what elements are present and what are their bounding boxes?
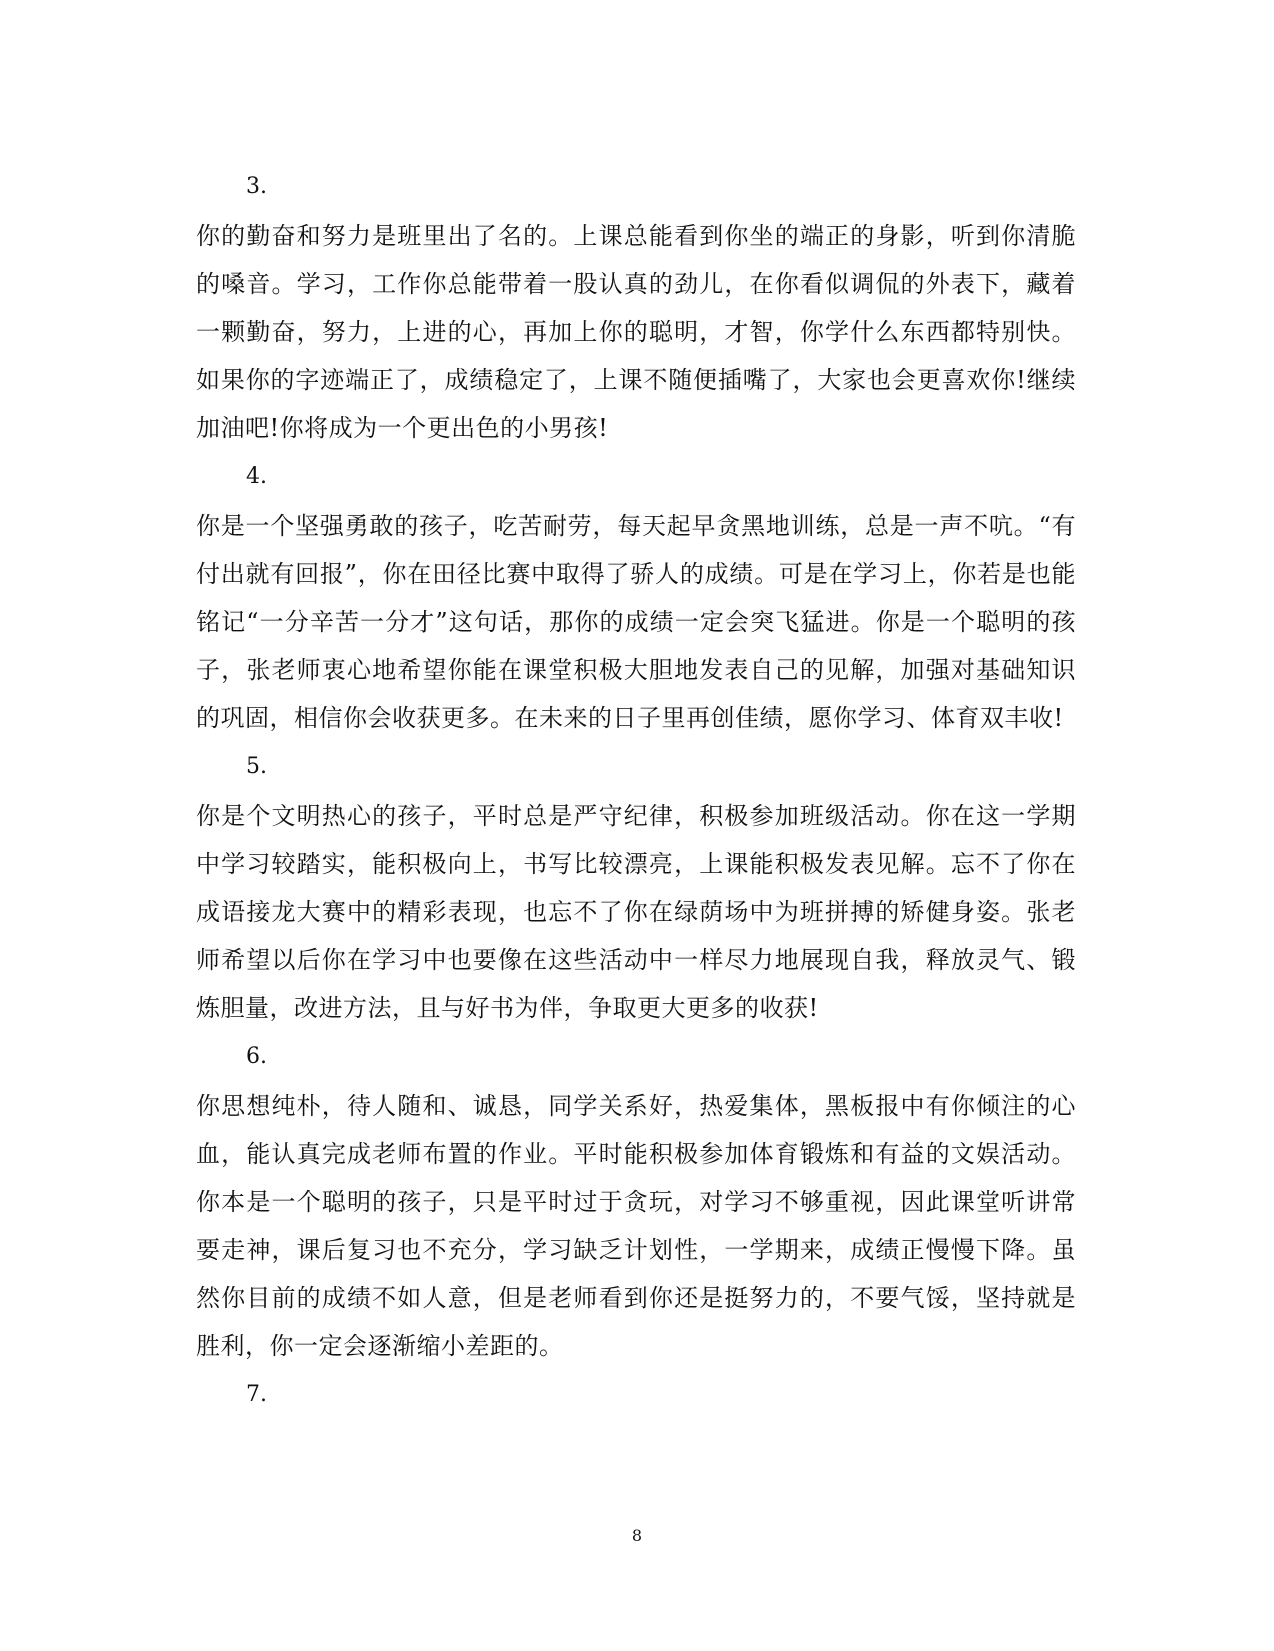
item-number: 3.: [246, 174, 267, 199]
page-number: 8: [631, 1526, 643, 1545]
item-paragraph: 你是个文明热心的孩子，平时总是严守纪律，积极参加班级活动。你在这一学期中学习较踏实，能积极向上，书写比较漂亮，上课能积极发表见解。忘不了你在成语接龙大赛中的精彩表现，也忘不了你在绿荫场中为班拼搏的矫健身姿。张老师希望以后你在学习中也要像在这些活动中一样尽力地展现自我，释放灵气、锻炼胆量，改进方法，且与好书为伴，争取更大更多的收获!: [196, 802, 1076, 1022]
item-number: 7.: [246, 1382, 267, 1407]
item-number: 6.: [246, 1044, 267, 1069]
item-number: 4.: [246, 464, 267, 489]
item-paragraph: 你是一个坚强勇敢的孩子，吃苦耐劳，每天起早贪黑地训练，总是一声不吭。“有付出就有回报”，你在田径比赛中取得了骄人的成绩。可是在学习上，你若是也能铭记“一分辛苦一分才”这句话，那你的成绩一定会突飞猛进。你是一个聪明的孩子，张老师衷心地希望你能在课堂积极大胆地发表自己的见解，加强对基础知识的巩固，相信你会收获更多。在未来的日子里再创佳绩，愿你学习、体育双丰收!: [196, 512, 1076, 732]
item-paragraph: 你的勤奋和努力是班里出了名的。上课总能看到你坐的端正的身影，听到你清脆的嗓音。学习，工作你总能带着一股认真的劲儿，在你看似调侃的外表下，藏着一颗勤奋，努力，上进的心，再加上你的聪明，才智，你学什么东西都特别快。如果你的字迹端正了，成绩稳定了，上课不随便插嘴了，大家也会更喜欢你!继续加油吧!你将成为一个更出色的小男孩!: [196, 222, 1076, 442]
document-body: [196, 162, 1076, 1420]
item-number: 5.: [246, 754, 267, 779]
item-paragraph: 你思想纯朴，待人随和、诚恳，同学关系好，热爱集体，黑板报中有你倾注的心血，能认真完成老师布置的作业。平时能积极参加体育锻炼和有益的文娱活动。你本是一个聪明的孩子，只是平时过于贪玩，对学习不够重视，因此课堂听讲常要走神，课后复习也不充分，学习缺乏计划性，一学期来，成绩正慢慢下降。虽然你目前的成绩不如人意，但是老师看到你还是挺努力的，不要气馁，坚持就是胜利，你一定会逐渐缩小差距的。: [196, 1092, 1076, 1360]
